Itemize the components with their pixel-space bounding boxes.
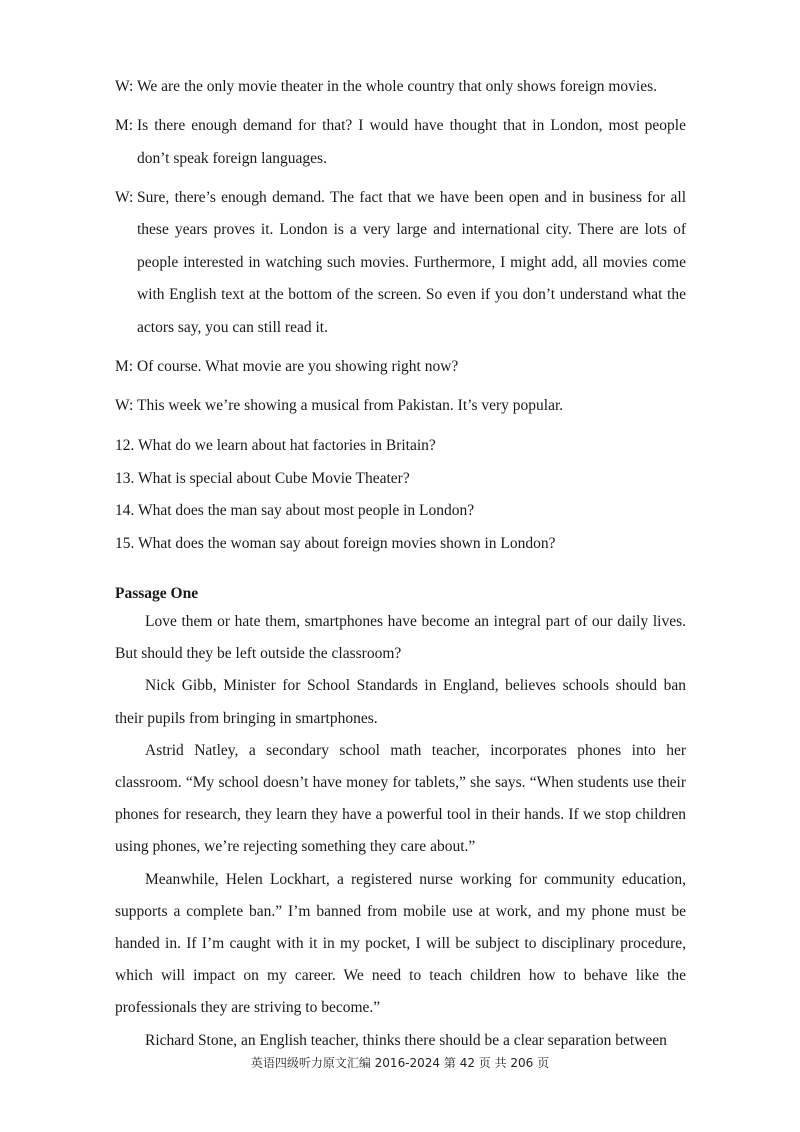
speaker-label: M: <box>115 117 134 134</box>
utterance-text: We are the only movie theater in the whole country that only shows foreign movies. <box>137 78 658 95</box>
utterance-text: This week we’re showing a musical from Pakistan. It’s very popular. <box>137 396 564 414</box>
question-item: 15. What does the woman say about foreign movies shown in London? <box>115 534 556 552</box>
passage-paragraph: Love them or hate them, smartphones have become an integral part of our daily lives. But should they be left outside the classroom? <box>115 613 686 663</box>
question-item: 13. What is special about Cube Movie Theater? <box>115 469 410 487</box>
passage-paragraph: Richard Stone, an English teacher, thinks there should be a clear separation between <box>145 1031 667 1049</box>
page-footer: 英语四级听力原文汇编 2016-2024 第 42 页 共 206 页 <box>250 1056 550 1070</box>
passage-paragraph: Nick Gibb, Minister for School Standards in England, believes schools should ban their pupils from bringing in smartphones. <box>115 677 686 727</box>
passage-paragraph: Meanwhile, Helen Lockhart, a registered nurse working for community education, supports a complete ban.” I’m banned from mobile use at work, and my phone must be handed in. If I’m caught with it in my pocket, I will be subject to disciplinary procedure, which will impact on my career. We need to teach children how to behave like the professionals they are striving to become.” <box>115 870 686 1017</box>
passage-paragraph: Astrid Natley, a secondary school math teacher, incorporates phones into her classroom. “My school doesn’t have money for tablets,” she says. “When students use their phones for research, they learn they have a powerful tool in their hands. If we stop children using phones, we’re rejecting something they care about.” <box>115 741 686 856</box>
question-item: 14. What does the man say about most people in London? <box>115 502 475 519</box>
dialogue-line <box>115 390 686 423</box>
speaker-label: W: <box>115 396 134 414</box>
speaker-label: W: <box>115 78 134 95</box>
utterance-text: Of course. What movie are you showing right now? <box>137 357 459 375</box>
passage-title: Passage One <box>115 585 199 602</box>
speaker-label: M: <box>115 357 134 375</box>
speaker-label: W: <box>115 188 134 206</box>
dialogue-line <box>115 182 686 345</box>
question-list <box>115 430 686 560</box>
question-item: 12. What do we learn about hat factories in Britain? <box>115 437 436 454</box>
dialogue-line <box>115 351 686 384</box>
dialogue-line <box>115 110 686 175</box>
utterance-text: Sure, there’s enough demand. The fact that we have been open and in business for all these years proves it. London is a very large and international city. There are lots of people interested in watching such movies. Furthermore, I might add, all movies come with English text at the bottom of the screen. So even if you don’t understand what the actors say, you can still read it. <box>137 188 686 336</box>
dialogue-line <box>115 71 686 104</box>
page-content <box>115 71 686 1057</box>
utterance-text: Is there enough demand for that? I would have thought that in London, most people don’t speak foreign languages. <box>137 117 686 167</box>
